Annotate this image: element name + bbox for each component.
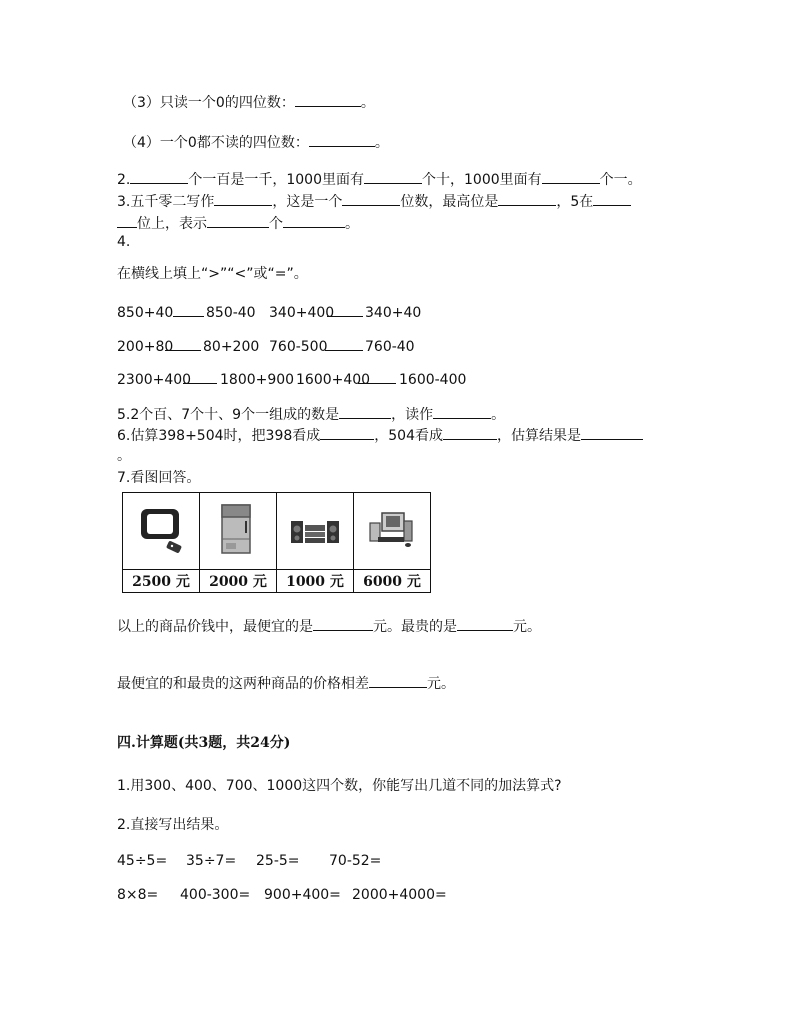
- refrigerator-icon: [208, 499, 268, 559]
- answer-blank[interactable]: [309, 133, 375, 147]
- answer-blank[interactable]: [130, 170, 188, 184]
- question-text: 3.五千零二写作: [117, 194, 215, 210]
- answer-blank[interactable]: [339, 405, 391, 419]
- expression: 25-5=: [256, 853, 300, 869]
- question-text: 6.估算398+504时，把398看成: [117, 428, 321, 444]
- comparison-row-3: [117, 370, 466, 389]
- expression: 1600-400: [399, 372, 467, 388]
- question-text: ，估算结果是: [497, 428, 581, 444]
- question-5: [117, 405, 505, 424]
- question-7-b: [117, 674, 455, 693]
- expression: 900+400=: [264, 887, 341, 903]
- answer-blank[interactable]: [320, 426, 374, 440]
- question-7-title: 7.看图回答。: [117, 470, 201, 486]
- price-label: 6000 元: [354, 570, 431, 593]
- expression: 1600+400: [296, 372, 371, 388]
- question-7-a: [117, 617, 541, 636]
- price-label: 1000 元: [277, 570, 354, 593]
- question-4-number: 4.: [117, 234, 131, 250]
- question-text: ，504看成: [374, 428, 443, 444]
- answer-blank[interactable]: [165, 337, 201, 351]
- answer-blank[interactable]: [369, 674, 427, 688]
- product-image-cell: [354, 493, 431, 570]
- answer-blank[interactable]: [325, 337, 363, 351]
- answer-blank[interactable]: [283, 214, 345, 228]
- answer-blank[interactable]: [327, 303, 363, 317]
- question-text: 元。最贵的是: [373, 619, 457, 635]
- question-text: 位数，最高位是: [400, 194, 499, 210]
- question-text: 5.2个百、7个十、9个一组成的数是: [117, 407, 340, 423]
- section-title: 四.计算题(共3题，共24分): [117, 735, 291, 751]
- question-text: 元。: [513, 619, 541, 635]
- punctuation: 。: [345, 216, 359, 232]
- answer-blank[interactable]: [581, 426, 643, 440]
- expression: 2000+4000=: [352, 887, 447, 903]
- punctuation: 。: [491, 407, 506, 423]
- answer-blank[interactable]: [173, 303, 204, 317]
- expression: 340+400: [269, 305, 335, 321]
- expression: 35÷7=: [186, 853, 237, 869]
- expression: 340+40: [365, 305, 422, 321]
- question-3-continued: [117, 214, 359, 233]
- expression: 850+40: [117, 305, 174, 321]
- calc-question-2: 2.直接写出结果。: [117, 817, 229, 833]
- answer-blank[interactable]: [443, 426, 497, 440]
- answer-blank[interactable]: [295, 93, 361, 107]
- product-image-cell: [277, 493, 354, 570]
- calc-row-1: [117, 852, 381, 870]
- question-2: [117, 170, 642, 189]
- expression: 200+80: [117, 339, 174, 355]
- product-image-cell: [200, 493, 277, 570]
- answer-blank[interactable]: [364, 170, 422, 184]
- expression: 760-40: [365, 339, 415, 355]
- question-text: 元。: [427, 676, 455, 692]
- expression: 400-300=: [180, 887, 251, 903]
- question-text: 个: [269, 216, 283, 232]
- expression: 45÷5=: [117, 853, 168, 869]
- question-6-end: 。: [117, 448, 131, 464]
- question-text: 最便宜的和最贵的这两种商品的价格相差: [117, 676, 369, 692]
- price-label: 2500 元: [123, 570, 200, 593]
- comparison-row-2: [117, 337, 415, 356]
- question-text: 以上的商品价钱中，最便宜的是: [117, 619, 313, 635]
- question-text: ，5在: [556, 194, 594, 210]
- question-1-4: [123, 133, 389, 152]
- question-text: （3）只读一个0的四位数：: [123, 95, 295, 111]
- expression: 2300+400: [117, 372, 192, 388]
- expression: 850-40: [206, 305, 256, 321]
- answer-blank[interactable]: [498, 192, 556, 206]
- question-text: 个一。: [599, 172, 642, 188]
- expression: 80+200: [203, 339, 260, 355]
- question-3: [117, 192, 631, 211]
- answer-blank[interactable]: [183, 370, 217, 384]
- comparison-row-1: [117, 303, 421, 322]
- answer-blank[interactable]: [214, 192, 272, 206]
- answer-blank[interactable]: [457, 617, 513, 631]
- question-6: [117, 426, 643, 445]
- answer-blank[interactable]: [207, 214, 269, 228]
- punctuation: 。: [360, 95, 375, 111]
- question-number: 2.: [117, 172, 131, 188]
- question-text: （4）一个0都不读的四位数：: [123, 135, 309, 151]
- answer-blank[interactable]: [433, 405, 491, 419]
- answer-blank[interactable]: [313, 617, 373, 631]
- answer-blank[interactable]: [542, 170, 600, 184]
- question-text: 位上，表示: [137, 216, 207, 232]
- stereo-icon: [285, 499, 345, 559]
- punctuation: 。: [374, 135, 389, 151]
- question-1-3: [123, 93, 375, 112]
- expression: 70-52=: [329, 853, 382, 869]
- question-text: ，读作: [391, 407, 434, 423]
- product-image-cell: [123, 493, 200, 570]
- question-text: 个一百是一千，1000里面有: [188, 172, 364, 188]
- calc-row-2: [117, 886, 447, 904]
- expression: 8×8=: [117, 887, 159, 903]
- product-table: [122, 492, 431, 593]
- answer-blank[interactable]: [342, 192, 400, 206]
- question-4-instruction: 在横线上填上“>”“<”或“=”。: [117, 266, 308, 282]
- computer-icon: [362, 499, 422, 559]
- expression: 760-500: [269, 339, 328, 355]
- price-label: 2000 元: [200, 570, 277, 593]
- answer-blank[interactable]: [593, 192, 631, 206]
- question-text: ，这是一个: [272, 194, 343, 210]
- expression: 1800+900: [220, 372, 295, 388]
- tv-icon: [131, 499, 191, 559]
- answer-blank[interactable]: [358, 370, 396, 384]
- calc-question-1: 1.用300、400、700、1000这四个数，你能写出几道不同的加法算式?: [117, 778, 562, 794]
- answer-blank[interactable]: [117, 214, 137, 228]
- question-text: 个十，1000里面有: [422, 172, 542, 188]
